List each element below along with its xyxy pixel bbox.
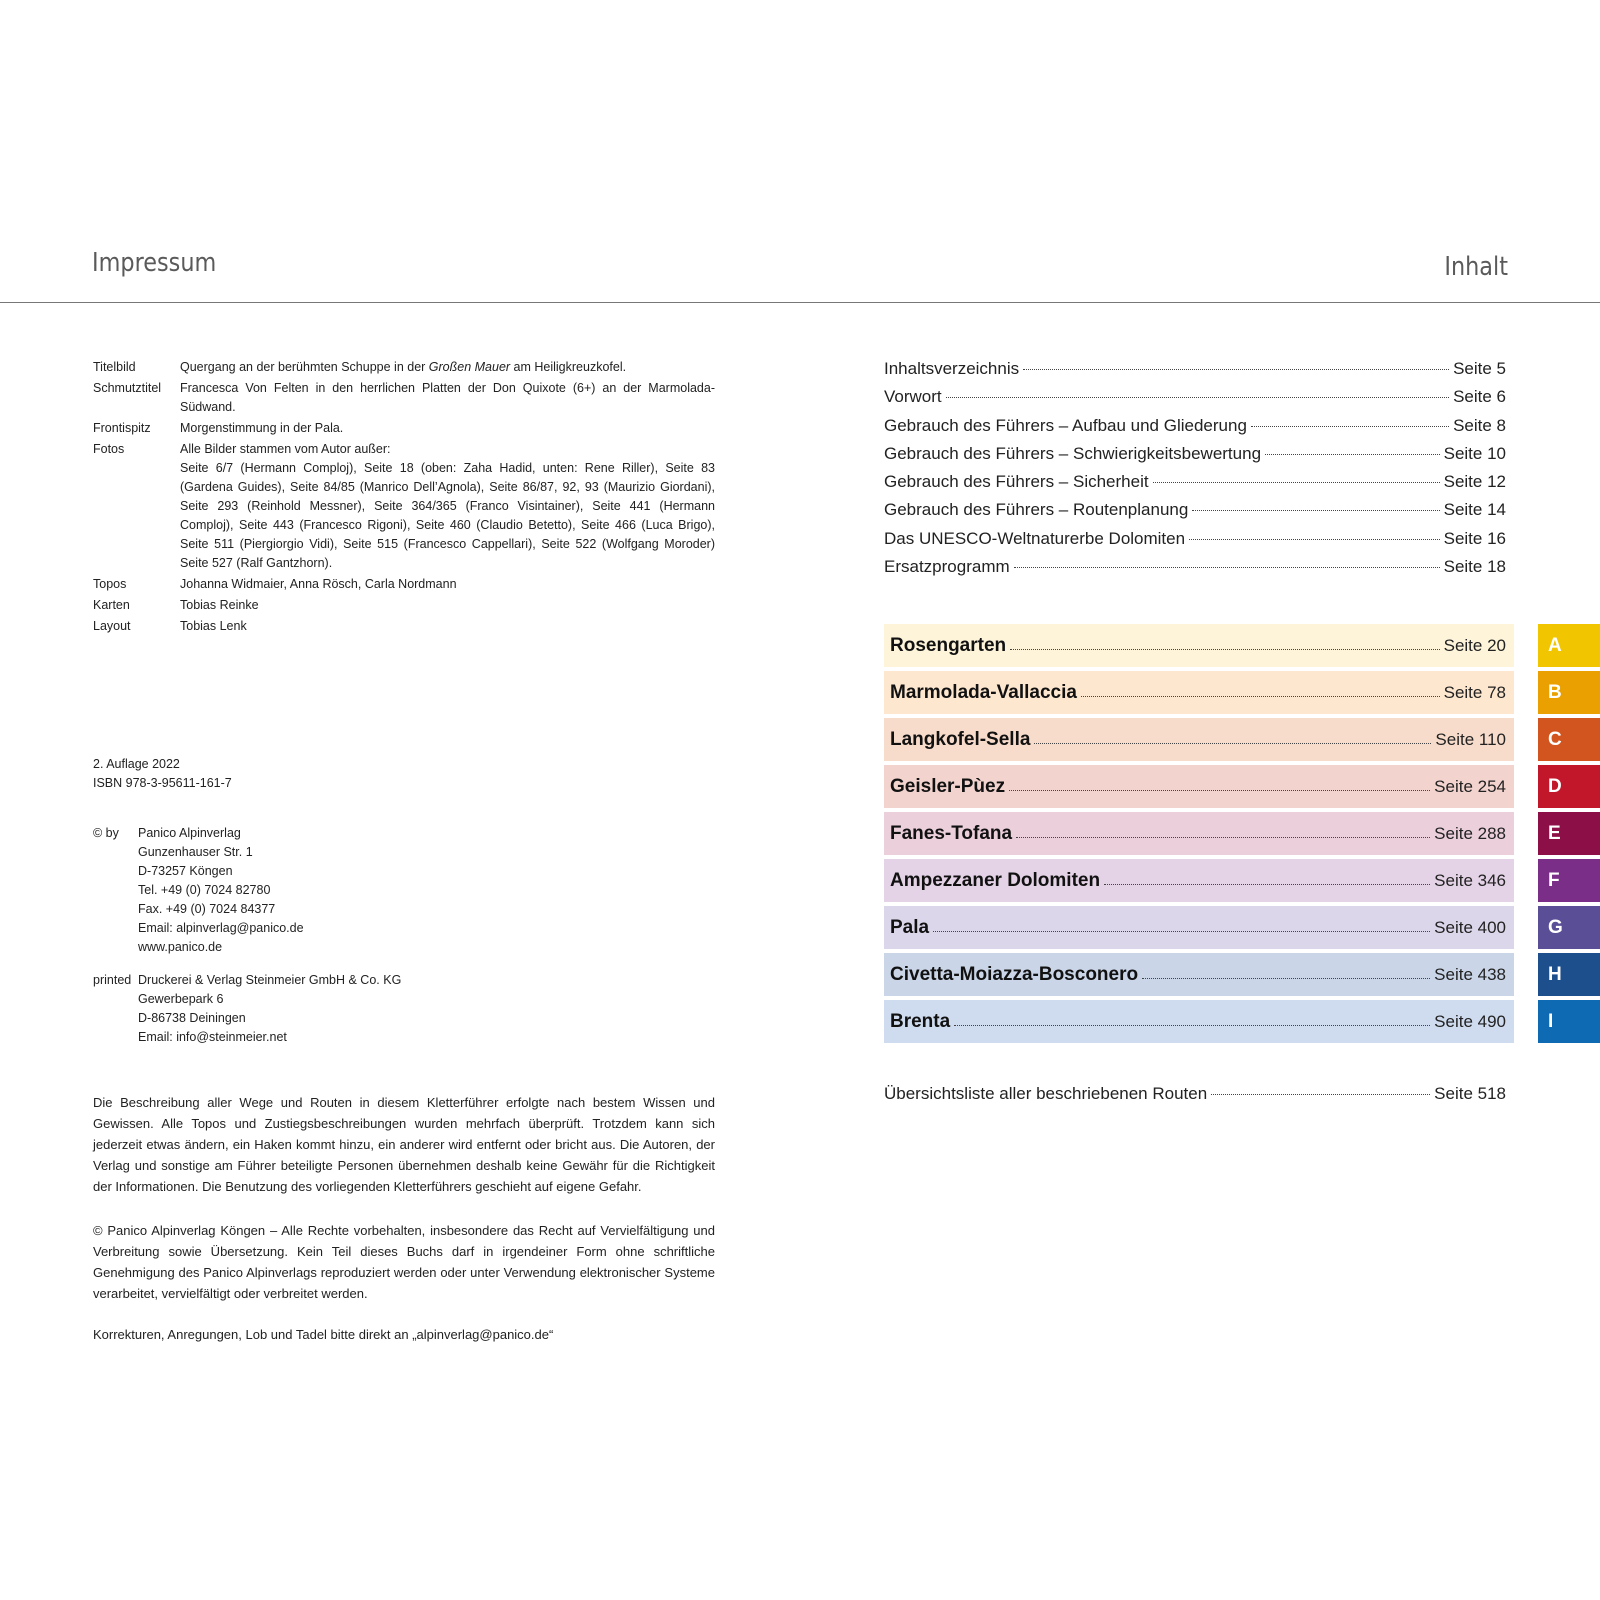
printer-label: printed <box>93 973 132 987</box>
region-page: Seite 78 <box>1443 682 1506 702</box>
page-title-impressum: Impressum <box>92 248 217 278</box>
credit-text-part: am Heiligkreuzkofel. <box>510 360 627 374</box>
contact-text: Korrekturen, Anregungen, Lob und Tadel bitte direkt an „alpinverlag@panico.de“ <box>93 1327 554 1342</box>
region-entry[interactable] <box>884 859 1514 902</box>
credit-text <box>180 575 715 594</box>
region-tabs <box>1538 624 1600 1047</box>
leader-dots <box>1251 426 1449 427</box>
publisher-line: www.panico.de <box>138 940 223 954</box>
toc-entry[interactable] <box>884 472 1506 500</box>
region-entry[interactable] <box>884 671 1514 714</box>
credit-label: Layout <box>93 619 131 633</box>
disclaimer-text: Die Beschreibung aller Wege und Routen in diesem Kletterführer erfolgte nach bestem Wissen und Gewissen. Alle Topos und Zustiegsbeschreibungen wurden mehrfach überprüft. Trotzdem kann sich jederzeit etwas ändern, ein Haken kommt hinzu, ein anderer wird entfernt oder bricht aus. Die Autoren, der Verlag und sonstige am Führer beteiligte Personen übernehmen deshalb keine Gewähr für die Richtigkeit der Informationen. Die Benutzung des vorliegenden Kletterführers geschieht auf eigene Gefahr. <box>93 1095 715 1194</box>
leader-dots <box>1081 696 1440 697</box>
region-tab[interactable]: A <box>1538 624 1600 667</box>
region-name: Fanes-Tofana <box>890 822 1013 844</box>
publisher-line: Tel. +49 (0) 7024 82780 <box>138 883 271 897</box>
leader-dots <box>1016 837 1430 838</box>
region-entry[interactable] <box>884 718 1514 761</box>
region-tab[interactable]: G <box>1538 906 1600 949</box>
leader-dots <box>954 1025 1430 1026</box>
credit-text-part: Alle Bilder stammen vom Autor außer: <box>180 442 391 456</box>
region-entry[interactable] <box>884 1000 1514 1043</box>
publisher-line: Gunzenhauser Str. 1 <box>138 845 253 859</box>
leader-dots <box>1189 539 1440 540</box>
leader-dots <box>1010 649 1439 650</box>
leader-dots <box>1009 790 1430 791</box>
region-page: Seite 400 <box>1434 917 1506 937</box>
credit-text <box>180 440 715 573</box>
credit-text <box>180 419 715 438</box>
leader-dots <box>1265 454 1440 455</box>
printer-line: D-86738 Deiningen <box>138 1011 246 1025</box>
credit-row <box>93 440 715 573</box>
credit-row <box>93 358 715 377</box>
region-tab[interactable]: H <box>1538 953 1600 996</box>
overview-page: Seite 518 <box>1434 1084 1506 1103</box>
toc-label: Gebrauch des Führers – Aufbau und Gliederung <box>884 415 1247 435</box>
edition-block <box>93 755 232 793</box>
credit-text-extra: Seite 6/7 (Hermann Comploj), Seite 18 (oben: Zaha Hadid, unten: Rene Riller), Seite 83 (Gardena Guides), Seite 84/85 (Manrico Dell’Agnola), Seite 86/87, 92, 93 (Maurizio Giordani), Seite 293 (Reinhold Messner), Seite 364/365 (Franco Visintainer), Seite 441 (Hermann Comploj), Seite 443 (Francesco Rigoni), Seite 460 (Claudio Betetto), Seite 466 (Luca Brigo), Seite 511 (Piergiorgio Vidi), Seite 515 (Francesco Cappellari), Seite 522 (Wolfgang Moroder) Seite 527 (Ralf Gantzhorn). <box>180 461 715 570</box>
credit-label: Frontispitz <box>93 421 151 435</box>
printer-line: Gewerbepark 6 <box>138 992 224 1006</box>
leader-dots <box>946 397 1449 398</box>
printer-address <box>93 971 401 1047</box>
region-name: Marmolada-Vallaccia <box>890 681 1077 703</box>
credit-text-part: Tobias Reinke <box>180 598 259 612</box>
toc-page: Seite 12 <box>1443 472 1506 492</box>
toc-entry[interactable] <box>884 387 1506 415</box>
region-entry[interactable] <box>884 624 1514 667</box>
printer-line: Email: info@steinmeier.net <box>138 1030 287 1044</box>
publisher-lines <box>138 824 304 957</box>
toc-label: Gebrauch des Führers – Sicherheit <box>884 472 1149 492</box>
credit-row <box>93 596 715 615</box>
region-page: Seite 110 <box>1435 729 1506 749</box>
credit-text-part: Francesca Von Felten in den herrlichen Platten der Don Quixote (6+) an der Marmolada-Südwand. <box>180 381 715 414</box>
overview-row[interactable] <box>884 1084 1506 1104</box>
toc-label: Ersatzprogramm <box>884 557 1010 577</box>
credit-label: Schmutztitel <box>93 381 162 395</box>
region-tab[interactable]: B <box>1538 671 1600 714</box>
toc-entry[interactable] <box>884 557 1506 585</box>
copyright-text: © Panico Alpinverlag Köngen – Alle Rechte vorbehalten, insbesondere das Recht auf Vervielfältigung und Verbreitung sowie Übersetzung. Kein Teil dieses Buchs darf in irgendeiner Form ohne schriftliche Genehmigung des Panico Alpinverlags reproduziert werden oder unter Verwendung elektronischer Systeme verarbeitet, vervielfältigt oder verbreitet werden. <box>93 1223 715 1301</box>
toc-page: Seite 14 <box>1443 500 1506 520</box>
credit-text <box>180 379 715 417</box>
toc-label: Vorwort <box>884 387 942 407</box>
credit-row <box>93 419 715 438</box>
printer-line: Druckerei & Verlag Steinmeier GmbH & Co. KG <box>138 973 402 987</box>
leader-dots <box>1023 369 1449 370</box>
toc-page: Seite 16 <box>1443 528 1506 548</box>
credit-text-part: Johanna Widmaier, Anna Rösch, Carla Nordmann <box>180 577 457 591</box>
edition-text: 2. Auflage 2022 <box>93 757 180 771</box>
region-page: Seite 288 <box>1434 823 1506 843</box>
toc-label: Gebrauch des Führers – Routenplanung <box>884 500 1189 520</box>
toc-page: Seite 18 <box>1443 557 1506 577</box>
credit-label: Topos <box>93 577 127 591</box>
credit-text <box>180 596 715 615</box>
toc-entry[interactable] <box>884 444 1506 472</box>
credit-label: Titelbild <box>93 360 136 374</box>
leader-dots <box>933 931 1430 932</box>
overview-label: Übersichtsliste aller beschriebenen Routen <box>884 1084 1208 1103</box>
leader-dots <box>1192 510 1439 511</box>
region-page: Seite 254 <box>1434 776 1506 796</box>
toc-page: Seite 8 <box>1453 415 1506 435</box>
region-page: Seite 490 <box>1434 1011 1506 1031</box>
toc-list <box>884 359 1506 585</box>
publisher-label: © by <box>93 826 119 840</box>
leader-dots <box>1104 884 1430 885</box>
leader-dots <box>1211 1094 1430 1095</box>
publisher-line: Panico Alpinverlag <box>138 826 241 840</box>
printer-lines <box>138 971 401 1047</box>
credit-text <box>180 358 715 377</box>
toc-label: Das UNESCO-Weltnaturerbe Dolomiten <box>884 528 1186 548</box>
region-entry[interactable] <box>884 906 1514 949</box>
credit-label: Karten <box>93 598 130 612</box>
credit-text <box>180 617 715 636</box>
region-name: Civetta-Moiazza-Bosconero <box>890 963 1139 985</box>
leader-dots <box>1014 567 1440 568</box>
region-name: Geisler-Pùez <box>890 775 1006 797</box>
leader-dots <box>1153 482 1440 483</box>
region-tab[interactable]: F <box>1538 859 1600 902</box>
credits-list <box>93 358 715 638</box>
page-title-inhalt: Inhalt <box>1444 252 1508 282</box>
region-tab[interactable]: I <box>1538 1000 1600 1043</box>
toc-page: Seite 5 <box>1453 359 1506 378</box>
credit-text-part: Tobias Lenk <box>180 619 247 633</box>
region-name: Langkofel-Sella <box>890 728 1031 750</box>
region-entry[interactable] <box>884 765 1514 808</box>
toc-entry[interactable] <box>884 416 1506 444</box>
toc-label: Inhaltsverzeichnis <box>884 359 1020 378</box>
region-page: Seite 20 <box>1443 635 1506 655</box>
toc-entry[interactable] <box>884 500 1506 528</box>
publisher-line: Email: alpinverlag@panico.de <box>138 921 304 935</box>
region-name: Brenta <box>890 1010 951 1032</box>
region-name: Ampezzaner Dolomiten <box>890 869 1101 891</box>
region-name: Rosengarten <box>890 634 1007 656</box>
header-rule <box>0 302 1600 303</box>
publisher-line: D-73257 Köngen <box>138 864 233 878</box>
toc-page: Seite 10 <box>1443 443 1506 463</box>
credit-label: Fotos <box>93 442 125 456</box>
region-tab[interactable]: E <box>1538 812 1600 855</box>
credit-row <box>93 575 715 594</box>
credit-row <box>93 379 715 417</box>
isbn-text: ISBN 978-3-95611-161-7 <box>93 776 232 790</box>
leader-dots <box>1142 978 1430 979</box>
region-list <box>884 624 1514 1047</box>
credit-text-part: Quergang an der berühmten Schuppe in der <box>180 360 429 374</box>
publisher-line: Fax. +49 (0) 7024 84377 <box>138 902 276 916</box>
region-page: Seite 438 <box>1434 964 1506 984</box>
credit-text-part: Morgenstimmung in der Pala. <box>180 421 344 435</box>
credit-row <box>93 617 715 636</box>
toc-entry[interactable] <box>884 529 1506 557</box>
region-name: Pala <box>890 916 930 938</box>
region-entry[interactable] <box>884 953 1514 996</box>
toc-entry[interactable] <box>884 359 1506 387</box>
region-tab[interactable]: D <box>1538 765 1600 808</box>
leader-dots <box>1034 743 1431 744</box>
region-tab[interactable]: C <box>1538 718 1600 761</box>
publisher-address <box>93 824 304 957</box>
region-entry[interactable] <box>884 812 1514 855</box>
toc-label: Gebrauch des Führers – Schwierigkeitsbewertung <box>884 443 1262 463</box>
toc-page: Seite 6 <box>1453 387 1506 407</box>
region-page: Seite 346 <box>1434 870 1506 890</box>
credit-text-italic: Großen Mauer <box>428 360 511 374</box>
